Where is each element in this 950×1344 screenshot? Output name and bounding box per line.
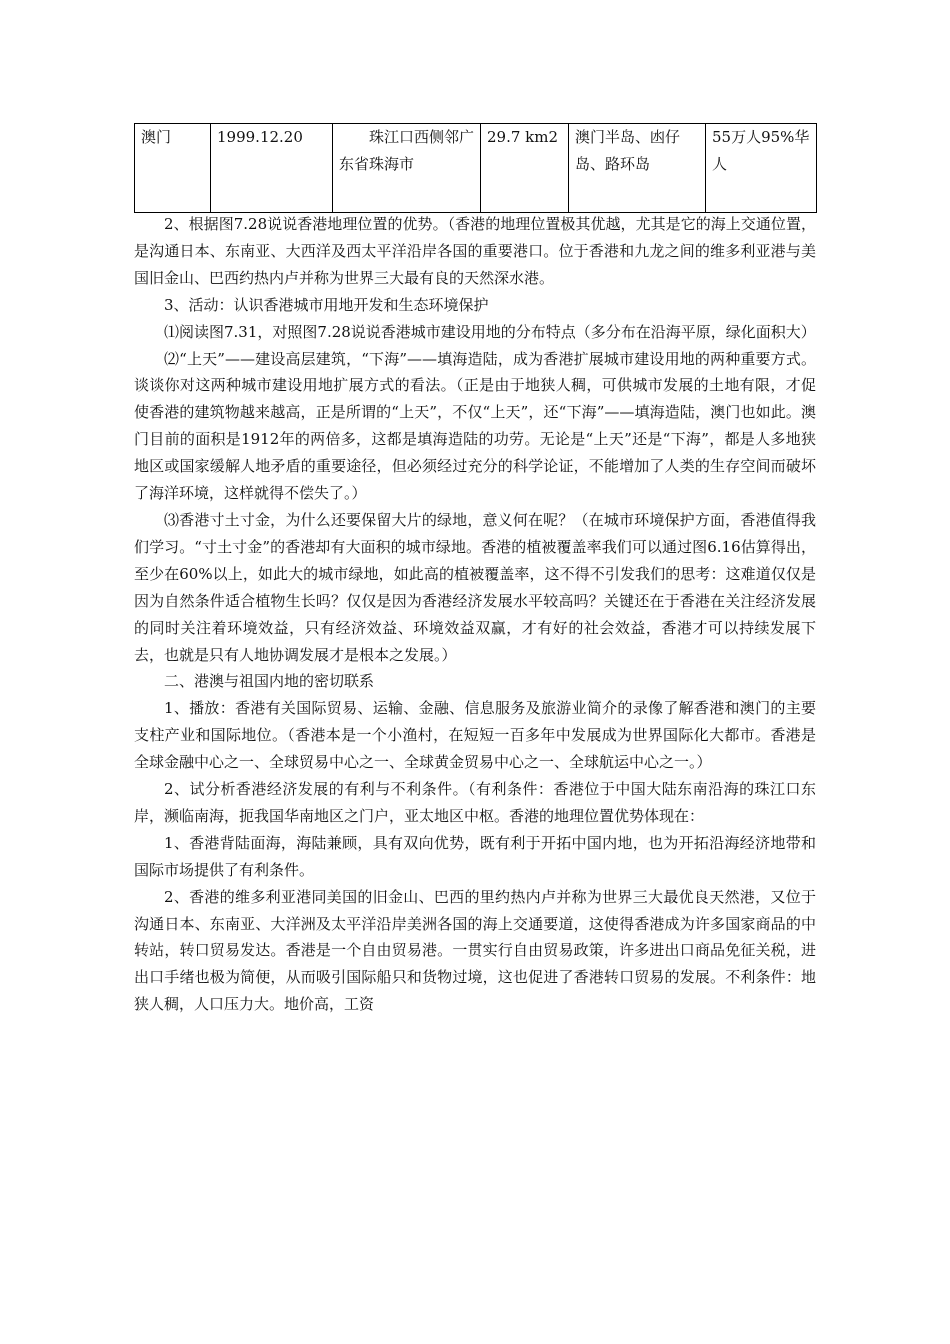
table-row bbox=[135, 124, 817, 213]
table-cell-population: 55万人95%华人 bbox=[706, 124, 817, 213]
table-cell-return-date: 1999.12.20 bbox=[211, 124, 333, 213]
paragraph: ⑴阅读图7.31，对照图7.28说说香港城市建设用地的分布特点（多分布在沿海平原，绿化面积大） bbox=[164, 322, 816, 341]
section-heading: 二、港澳与祖国内地的密切联系 bbox=[164, 672, 375, 691]
paragraph: 1、香港背陆面海，海陆兼顾，具有双向优势，既有利于开拓中国内地，也为开拓沿海经济地带和国际市场提供了有利条件。 bbox=[134, 833, 816, 879]
paragraph: 3、活动：认识香港城市用地开发和生态环境保护 bbox=[164, 295, 489, 314]
table-cell-location: 珠江口西侧邻广东省珠海市 bbox=[333, 124, 481, 213]
region-info-table bbox=[134, 123, 817, 213]
paragraph: 1、播放：香港有关国际贸易、运输、金融、信息服务及旅游业简介的录像了解香港和澳门的主要支柱产业和国际地位。（香港本是一个小渔村，在短短一百多年中发展成为世界国际化大都市。香港是全球金融中心之一、全球贸易中心之一、全球黄金贸易中心之一、全球航运中心之一。） bbox=[134, 699, 816, 772]
table-cell-composition: 澳门半岛、凼仔岛、路环岛 bbox=[569, 124, 706, 213]
paragraph: 2、香港的维多利亚港同美国的旧金山、巴西的里约热内卢并称为世界三大最优良天然港，又位于沟通日本、东南亚、大洋洲及太平洋沿岸美洲各国的海上交通要道，这使得香港成为许多国家商品的中转站，转口贸易发达。香港是一个自由贸易港。一贯实行自由贸易政策，许多进出口商品免征关税，进出口手绪也极为简便，从而吸引国际船只和货物过境，这也促进了香港转口贸易的发展。不利条件：地狭人稠，人口压力大。地价高，工资 bbox=[134, 887, 816, 1014]
table-cell-area: 29.7 km2 bbox=[481, 124, 569, 213]
paragraph: 2、试分析香港经济发展的有利与不利条件。（有利条件：香港位于中国大陆东南沿海的珠江口东岸，濒临南海，扼我国华南地区之门户，亚太地区中枢。香港的地理位置优势体现在： bbox=[134, 780, 816, 825]
paragraph: 2、根据图7.28说说香港地理位置的优势。（香港的地理位置极其优越，尤其是它的海上交通位置，是沟通日本、东南亚、大西洋及西太平洋沿岸各国的重要港口。位于香港和九龙之间的维多利亚港与美国旧金山、巴西约热内卢并称为世界三大最有良的天然深水港。 bbox=[134, 215, 816, 287]
table-cell-region: 澳门 bbox=[135, 124, 211, 213]
paragraph: ⑶香港寸土寸金，为什么还要保留大片的绿地，意义何在呢？（在城市环境保护方面，香港值得我们学习。“寸土寸金”的香港却有大面积的城市绿地。香港的植被覆盖率我们可以通过图6.16估算得出，至少在60%以上，如此大的城市绿地，如此高的植被覆盖率，这不得不引发我们的思考：这难道仅仅是因为自然条件适合植物生长吗？仅仅是因为香港经济发展水平较高吗？关键还在于香港在关注经济发展的同时关注着环境效益，只有经济效益、环境效益双赢，才有好的社会效益，香港才可以持续发展下去，也就是只有人地协调发展才是根本之发展。） bbox=[134, 510, 816, 664]
body-text bbox=[134, 211, 816, 1018]
paragraph: ⑵“上天”——建设高层建筑，“下海”——填海造陆，成为香港扩展城市建设用地的两种重要方式。谈谈你对这两种城市建设用地扩展方式的看法。（正是由于地狭人稠，可供城市发展的土地有限，才促使香港的建筑物越来越高，正是所谓的“上天”，不仅“上天”，还“下海”——填海造陆，澳门也如此。澳门目前的面积是1912年的两倍多，这都是填海造陆的功劳。无论是“上天”还是“下海”，都是人多地狭地区或国家缓解人地矛盾的重要途径，但必须经过充分的科学论证，不能增加了人类的生存空间而破坏了海洋环境，这样就得不偿失了。） bbox=[134, 349, 816, 503]
